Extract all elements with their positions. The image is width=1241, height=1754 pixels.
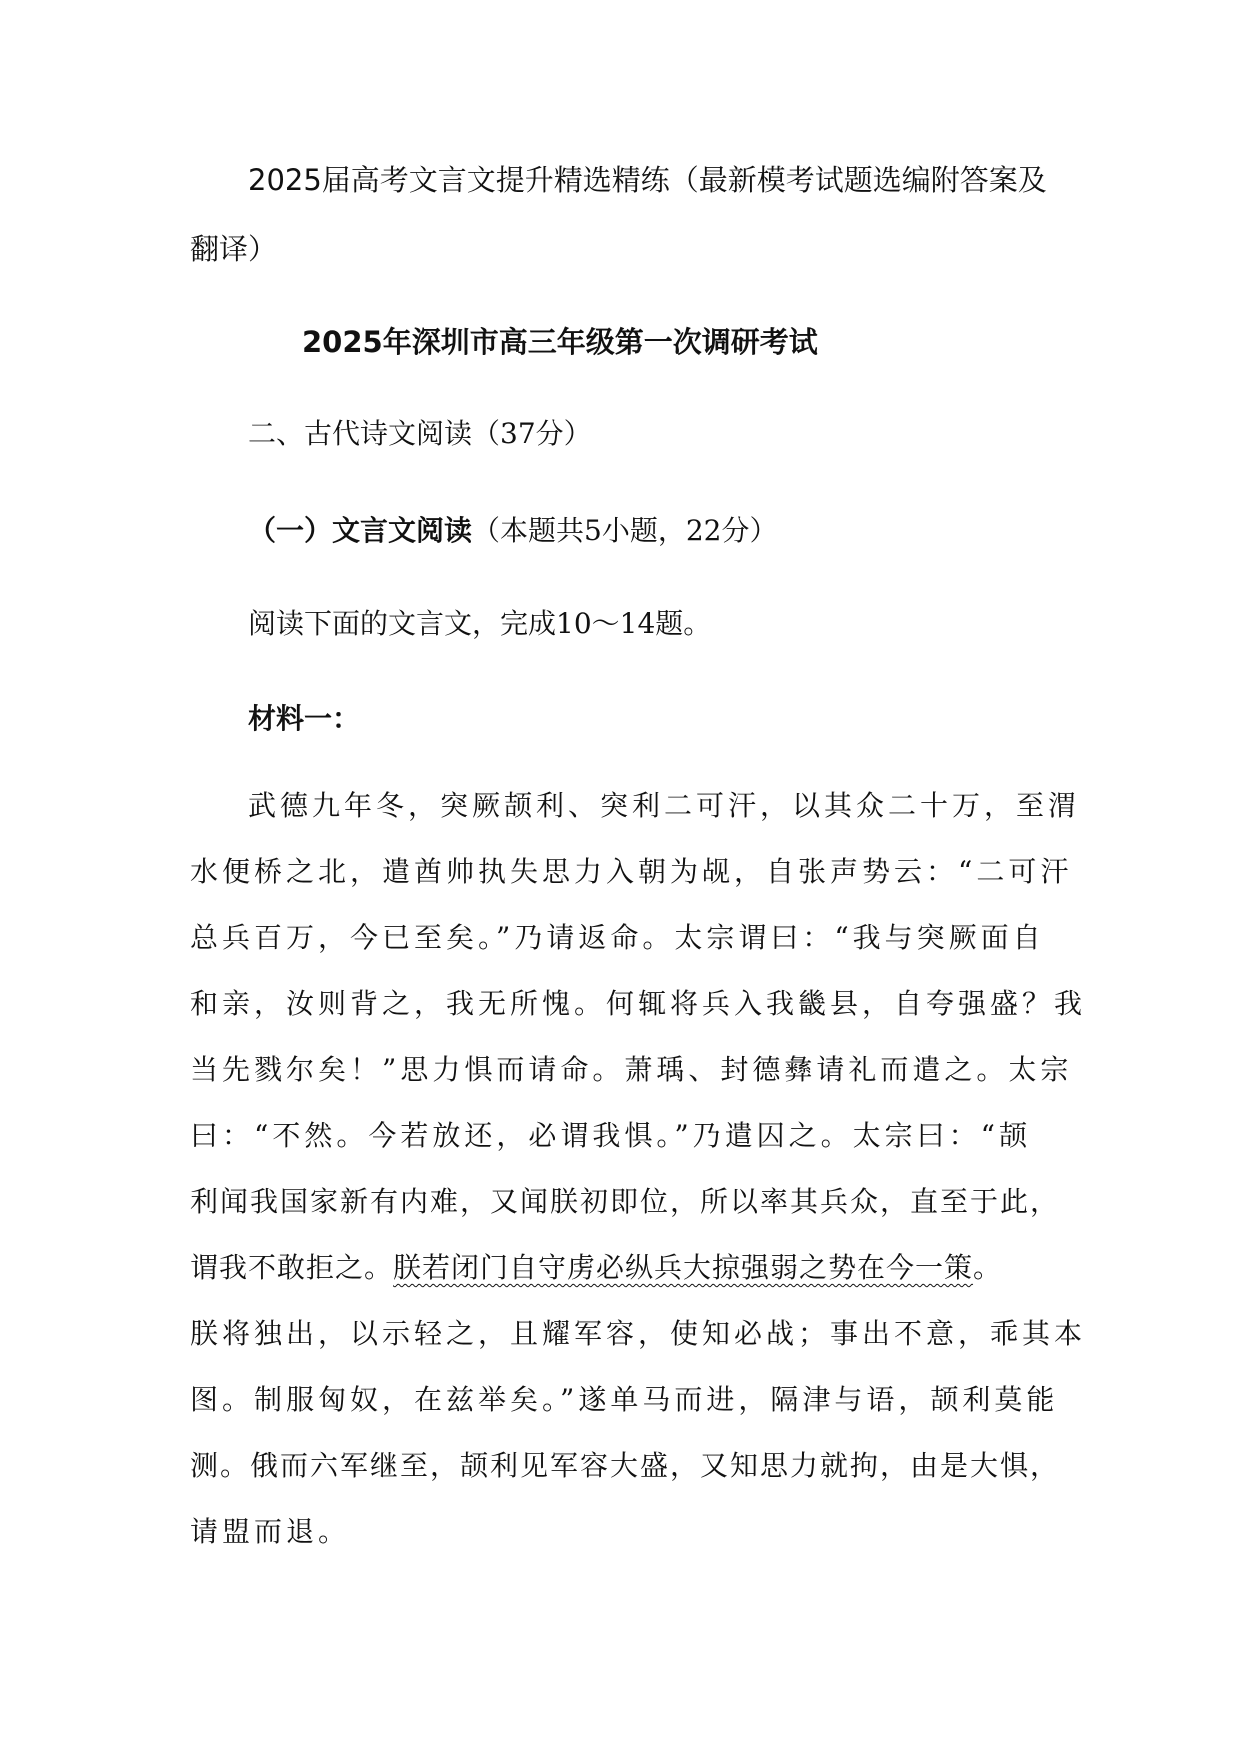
underlined-sentence: 朕若闭门自守虏必纵兵大掠强弱之势在今一策 [393,1251,974,1284]
passage-line: 利闻我国家新有内难，又闻朕初即位，所以率其兵众，直至于此， [190,1185,1061,1218]
passage-line: 测。俄而六军继至，颉利见军容大盛，又知思力就拘，由是大惧， [190,1449,1061,1482]
passage-line: 水便桥之北，遣酋帅执失思力入朝为觇，自张声势云：“二可汗 [190,855,1073,888]
material-heading: 材料一： [248,702,361,735]
passage-line: 图。制服匈奴，在兹举矣。”遂单马而进，隔津与语，颉利莫能 [190,1383,1059,1416]
subsection-note: （本题共5小题，22分） [472,514,778,547]
document-title-line-2: 翻译） [190,232,278,266]
passage-line-with-underline [190,1251,1003,1284]
passage-line: 当先戮尔矣！”思力惧而请命。萧瑀、封德彝请礼而遣之。太宗 [190,1053,1073,1086]
passage-line: 和亲，汝则背之，我无所愧。何辄将兵入我畿县，自夸强盛？我 [190,987,1087,1020]
document-title-line-1: 2025届高考文言文提升精选精练（最新模考试题选编附答案及 [248,163,1047,197]
passage-line: 总兵百万，今已至矣。”乃请返命。太宗谓曰：“我与突厥面自 [190,921,1045,954]
passage-line: 请盟而退。 [190,1515,351,1548]
subsection-heading: （一）文言文阅读 [248,514,473,547]
passage-line: 武德九年冬，突厥颉利、突利二可汗，以其众二十万，至渭 [248,789,1081,822]
subsection-heading-row [248,514,778,547]
underlined-sentence-end: 。 [973,1251,1003,1284]
passage-line: 朕将独出，以示轻之，且耀军容，使知必战；事出不意，乖其本 [190,1317,1087,1350]
passage-line: 曰：“不然。今若放还，必谓我惧。”乃遣囚之。太宗曰：“颉 [190,1119,1031,1152]
passage-line-start: 谓我不敢拒之。 [190,1251,394,1284]
section-heading: 二、古代诗文阅读（37分） [248,417,592,450]
exam-title: 2025年深圳市高三年级第一次调研考试 [302,325,818,359]
reading-instruction: 阅读下面的文言文，完成10～14题。 [248,607,712,640]
